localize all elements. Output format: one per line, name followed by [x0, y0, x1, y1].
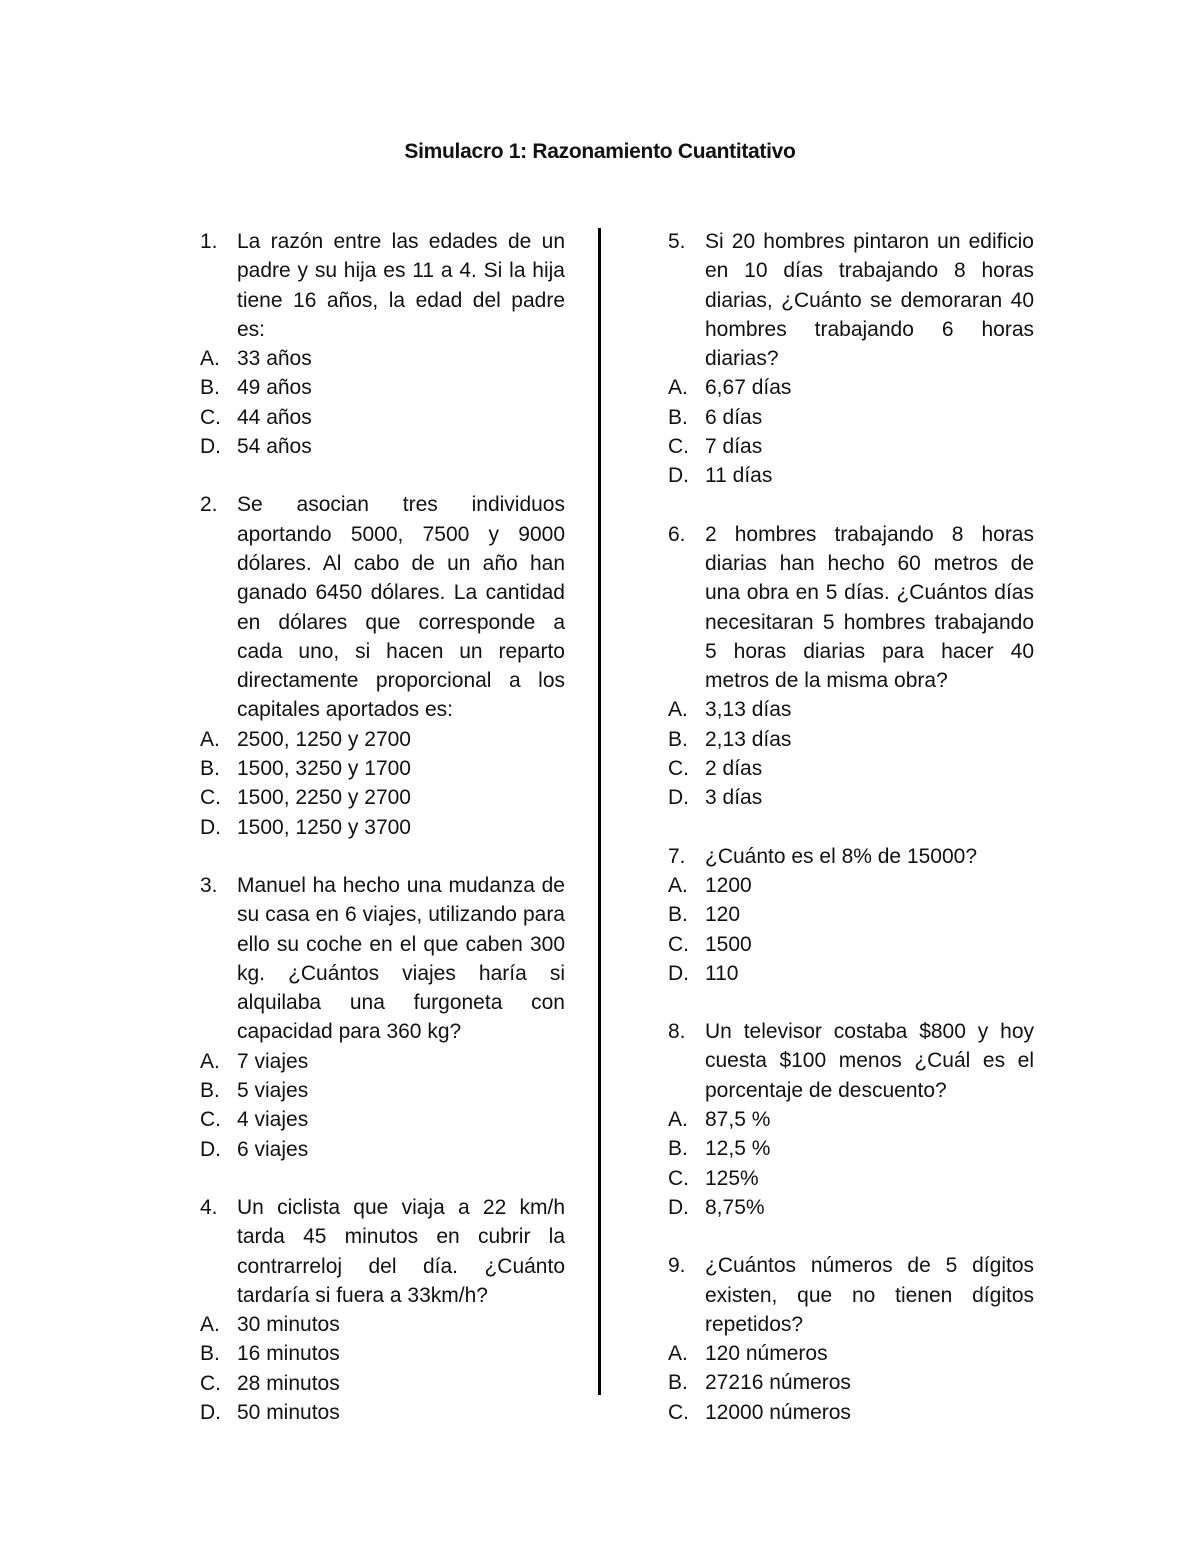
option-label: B.: [200, 1079, 220, 1103]
option-text: 7 días: [705, 435, 763, 459]
option-text: 110: [705, 961, 739, 985]
answer-option: [668, 432, 1034, 461]
answer-option: [668, 1134, 1034, 1163]
option-text: 28 minutos: [237, 1371, 340, 1395]
question-5: [668, 227, 1034, 491]
question-stem: [668, 227, 1034, 373]
option-label: A.: [200, 727, 220, 751]
option-text: 120 números: [705, 1342, 828, 1366]
option-label: D.: [200, 435, 221, 459]
option-text: 6 viajes: [237, 1137, 309, 1161]
question-text: ¿Cuánto es el 8% de 15000?: [705, 844, 978, 868]
question-number: 6.: [668, 522, 686, 546]
question-text: Un ciclista que viaja a 22 km/h tarda 45 minutos en cubrir la contrarreloj del día. ¿Cuánto tardaría si fuera a 33km/h?: [237, 1195, 565, 1307]
question-number: 1.: [200, 230, 218, 253]
option-label: D.: [200, 815, 221, 839]
answer-option: [668, 373, 1034, 402]
right-column: [668, 227, 1034, 1456]
answer-option: [200, 1076, 565, 1105]
question-text: Si 20 hombres pintaron un edificio en 10 días trabajando 8 horas diarias, ¿Cuánto se demoraran 40 hombres trabajando 6 horas diarias?: [705, 230, 1034, 371]
answer-option: [200, 1135, 565, 1164]
option-text: 2 días: [705, 757, 763, 781]
question-6: [668, 520, 1034, 813]
left-column: [200, 227, 565, 1456]
answer-option: [200, 432, 565, 461]
question-number: 5.: [668, 230, 686, 253]
option-text: 6,67 días: [705, 376, 792, 400]
answer-option: [200, 373, 565, 402]
option-label: C.: [200, 1371, 221, 1395]
answer-option: [200, 1047, 565, 1076]
option-label: A.: [668, 376, 688, 400]
option-label: A.: [200, 347, 220, 371]
option-text: 120: [705, 903, 741, 927]
option-text: 125%: [705, 1166, 759, 1190]
option-label: D.: [200, 1400, 221, 1424]
answer-option: [668, 754, 1034, 783]
answer-option: [200, 725, 565, 754]
option-text: 54 años: [237, 435, 312, 459]
answer-option: [668, 871, 1034, 900]
answer-option: [668, 1339, 1034, 1368]
option-label: B.: [668, 405, 688, 429]
option-label: B.: [668, 727, 688, 751]
question-number: 8.: [668, 1020, 686, 1044]
question-text: Manuel ha hecho una mudanza de su casa en 6 viajes, utilizando para ello su coche en el que caben 300 kg. ¿Cuántos viajes haría si alquilaba una furgoneta con capacidad para 360 kg?: [237, 873, 565, 1044]
option-label: A.: [668, 873, 688, 897]
answer-option: [200, 403, 565, 432]
option-text: 12000 números: [705, 1400, 851, 1424]
option-label: A.: [668, 1342, 688, 1366]
option-label: D.: [668, 464, 689, 488]
option-label: A.: [668, 698, 688, 722]
answer-option: [200, 1105, 565, 1134]
answer-option: [200, 783, 565, 812]
question-number: 7.: [668, 844, 686, 868]
option-text: 6 días: [705, 405, 763, 429]
answer-option: [200, 1339, 565, 1368]
option-label: B.: [668, 1371, 688, 1395]
question-stem: [668, 520, 1034, 696]
option-label: C.: [668, 932, 689, 956]
question-3: [200, 871, 565, 1164]
question-stem: [200, 871, 565, 1047]
answer-option: [668, 1193, 1034, 1222]
option-text: 2500, 1250 y 2700: [237, 727, 411, 751]
answer-option: [668, 930, 1034, 959]
option-label: C.: [200, 1108, 221, 1132]
column-divider: [598, 228, 601, 1395]
option-text: 16 minutos: [237, 1342, 340, 1366]
question-stem: [668, 842, 1034, 871]
option-label: B.: [200, 1342, 220, 1366]
question-text: ¿Cuántos números de 5 dígitos existen, que no tienen dígitos repetidos?: [705, 1254, 1034, 1336]
question-stem: [668, 1017, 1034, 1105]
option-text: 1200: [705, 873, 752, 897]
option-text: 1500: [705, 932, 752, 956]
option-text: 49 años: [237, 376, 312, 400]
answer-option: [200, 813, 565, 842]
option-label: D.: [668, 786, 689, 810]
question-number: 3.: [200, 873, 218, 897]
option-text: 27216 números: [705, 1371, 851, 1395]
option-label: D.: [668, 1195, 689, 1219]
option-text: 8,75%: [705, 1195, 765, 1219]
option-text: 7 viajes: [237, 1049, 309, 1073]
option-label: B.: [200, 757, 220, 781]
option-text: 2,13 días: [705, 727, 792, 751]
option-text: 33 años: [237, 347, 312, 371]
option-label: C.: [668, 1400, 689, 1424]
option-text: 30 minutos: [237, 1313, 340, 1337]
question-stem: [200, 1193, 565, 1310]
option-label: C.: [668, 757, 689, 781]
question-text: La razón entre las edades de un padre y su hija es 11 a 4. Si la hija tiene 16 años, la edad del padre es:: [237, 230, 565, 341]
option-text: 4 viajes: [237, 1108, 309, 1132]
option-label: B.: [668, 903, 688, 927]
answer-option: [200, 344, 565, 373]
answer-option: [200, 1369, 565, 1398]
option-label: B.: [200, 376, 220, 400]
answer-option: [668, 959, 1034, 988]
question-8: [668, 1017, 1034, 1222]
question-stem: [200, 227, 565, 344]
option-label: A.: [200, 1049, 220, 1073]
answer-option: [668, 461, 1034, 490]
option-text: 3,13 días: [705, 698, 792, 722]
question-4: [200, 1193, 565, 1427]
answer-option: [668, 1164, 1034, 1193]
question-number: 9.: [668, 1254, 686, 1278]
option-label: D.: [200, 1137, 221, 1161]
question-text: Un televisor costaba $800 y hoy cuesta $100 menos ¿Cuál es el porcentaje de descuento?: [705, 1020, 1034, 1102]
question-2: [200, 490, 565, 842]
question-7: [668, 842, 1034, 988]
question-number: 2.: [200, 493, 218, 517]
option-label: C.: [668, 435, 689, 459]
answer-option: [668, 783, 1034, 812]
question-stem: [200, 490, 565, 724]
question-text: 2 hombres trabajando 8 horas diarias han hecho 60 metros de una obra en 5 días. ¿Cuántos días necesitaran 5 hombres trabajando 5 horas diarias para hacer 40 metros de la misma obra?: [705, 522, 1034, 693]
question-stem: [668, 1251, 1034, 1339]
answer-option: [668, 1368, 1034, 1397]
option-text: 11 días: [705, 464, 773, 488]
option-text: 12,5 %: [705, 1137, 771, 1161]
option-text: 44 años: [237, 405, 312, 429]
answer-option: [668, 1398, 1034, 1427]
option-label: A.: [200, 1313, 220, 1337]
option-label: A.: [668, 1108, 688, 1132]
answer-option: [668, 695, 1034, 724]
answer-option: [200, 754, 565, 783]
question-1: [200, 227, 565, 461]
option-label: C.: [200, 786, 221, 810]
answer-option: [668, 900, 1034, 929]
option-label: C.: [200, 405, 221, 429]
option-text: 3 días: [705, 786, 763, 810]
question-9: [668, 1251, 1034, 1427]
question-text: Se asocian tres individuos aportando 5000, 7500 y 9000 dólares. Al cabo de un año han ganado 6450 dólares. La cantidad en dólares que corresponde a cada uno, si hacen un reparto directamente proporcional a los capitales aportados es:: [237, 493, 565, 722]
option-text: 1500, 2250 y 2700: [237, 786, 411, 810]
question-number: 4.: [200, 1195, 218, 1219]
option-text: 5 viajes: [237, 1079, 309, 1103]
page-title: Simulacro 1: Razonamiento Cuantitativo: [404, 140, 796, 163]
answer-option: [668, 1105, 1034, 1134]
option-label: C.: [668, 1166, 689, 1190]
option-label: D.: [668, 961, 689, 985]
answer-option: [200, 1398, 565, 1427]
option-label: B.: [668, 1137, 688, 1161]
option-text: 87,5 %: [705, 1108, 771, 1132]
answer-option: [668, 725, 1034, 754]
answer-option: [668, 403, 1034, 432]
option-text: 1500, 1250 y 3700: [237, 815, 411, 839]
option-text: 1500, 3250 y 1700: [237, 757, 411, 781]
answer-option: [200, 1310, 565, 1339]
option-text: 50 minutos: [237, 1400, 340, 1424]
